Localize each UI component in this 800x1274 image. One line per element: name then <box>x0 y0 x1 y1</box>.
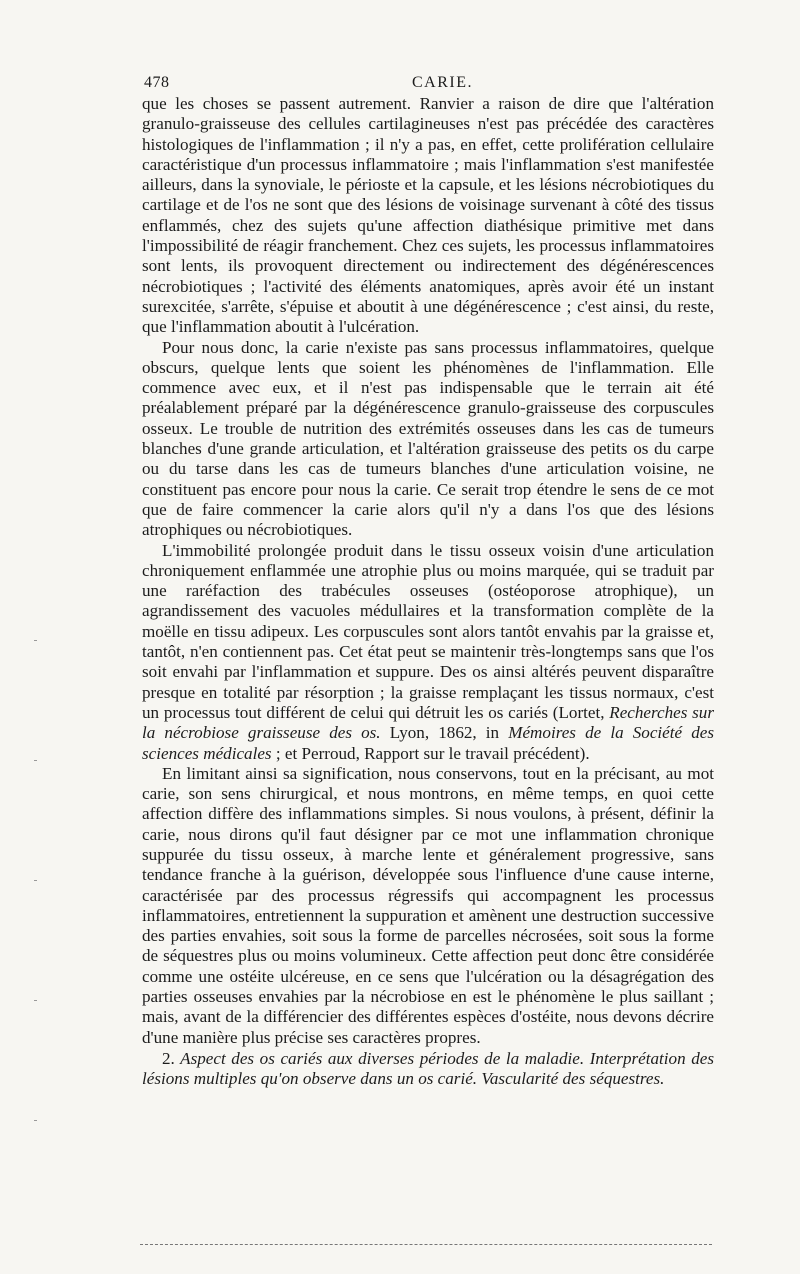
paragraph-text: L'immobilité prolongée produit dans le tissu osseux voisin d'une articulation chroniquement enflammée une atrophie plus ou moins marquée, qui se traduit par une raréfaction des trabécules osseuses (ostéoporose atrophique), un agrandissement des vacuoles médullaires et la transformation complète de la moëlle en tissu adipeux. Les corpuscules sont alors tantôt envahis par la graisse et, tantôt, n'en contiennent pas. Cet état peut se maintenir très-longtemps sans que l'os soit envahi par l'inflammation et suppure. Des os ainsi altérés peuvent disparaître presque en totalité par résorption ; la graisse remplaçant les tissus normaux, c'est un processus tout différent de celui qui détruit les os cariés (Lortet, <box>142 540 714 722</box>
section-title: Aspect des os cariés aux diverses périodes de la maladie. Interprétation des lésions multiples qu'on observe dans un os carié. Vascularité des séquestres. <box>142 1048 715 1089</box>
running-title: CARIE. <box>412 74 473 91</box>
paragraph-definition: Pour nous donc, la carie n'existe pas sans processus inflammatoires, quelque obscurs, quelque lents que soient les phénomènes de l'inflammation. Elle commence avec eux, et il n'est pas indispensable que le terrain ait été préalablement préparé par la dégénérescence granulo-graisseuse des corpuscules osseux. Le trouble de nutrition des extrémités osseuses dans les cas de tumeurs blanches d'une grande articulation, et l'altération graisseuse des petits os du carpe ou du tarse dans les cas de tumeurs blanches d'une articulation voisine, ne constituent pas encore pour nous la carie. Ce serait trop étendre le sens de ce mot que de faire commencer la carie alors qu'il n'y a dans l'os que des lésions atrophiques ou nécrobiotiques. <box>142 337 714 540</box>
page-header <box>142 66 714 94</box>
margin-mark <box>34 1000 37 1001</box>
page-number: 478 <box>144 74 170 91</box>
reference-title: Recherches sur la nécrobiose graisseuse des os. <box>142 702 715 743</box>
margin-mark <box>34 1120 37 1121</box>
reference-journal: Mémoires de la Société des sciences médicales <box>142 723 715 763</box>
paragraph-continuation: que les choses se passent autrement. Ranvier a raison de dire que l'altération granulo-graisseuse des cellules cartilagineuses n'est pas précédée des caractères histologiques de l'inflammation ; il n'y a pas, en effet, cette prolifération cellulaire caractéristique d'un processus inflammatoire ; mais l'inflammation s'est manifestée ailleurs, dans la synoviale, le périoste et la capsule, et les lésions nécrobiotiques du cartilage et de l'os ne sont que des lésions de voisinage survenant à côté des tissus enflammés, chez des sujets qu'une affection diathésique primitive met dans l'impossibilité de réagir franchement. Chez ces sujets, les processus inflammatoires sont lents, ils provoquent directement ou indirectement des dégénérescences nécrobiotiques ; l'activité des éléments anatomiques, après avoir été un instant surexcitée, s'arrête, s'épuise et aboutit à une dégénérescence ; c'est ainsi, du reste, que l'inflammation aboutit à l'ulcération. <box>142 94 714 337</box>
paragraph-immobility <box>142 541 714 764</box>
reference-place: Lyon, 1862, in <box>380 723 509 743</box>
book-page <box>142 66 714 1107</box>
paragraph-signification: En limitant ainsi sa signification, nous conservons, tout en la précisant, au mot carie, son sens chirurgical, et nous montrons, en même temps, en quoi cette affection diffère des inflammations simples. Si nous voulons, à présent, définir la carie, nous dirons qu'il faut désigner par ce mot une inflammation chronique suppurée du tissu osseux, à marche lente et généralement progressive, sans tendance franche à la guérison, développée sous l'influence d'une cause interne, caractérisée par des processus régressifs qui accompagnent les processus inflammatoires, entretiennent la suppuration et amènent une destruction successive des parties envahies, soit sous la forme de parcelles nécrosées, soit sous la forme de séquestres plus ou moins volumineux. Cette affection peut donc être considérée comme une ostéite ulcéreuse, en ce sens que l'ulcération ou la désagrégation des parties osseuses envahies par la nécrobiose en est le phénomène le plus saillant ; mais, avant de la différencier des différentes espèces d'ostéite, nous devons décrire d'une manière plus précise ses caractères propres. <box>142 763 714 1047</box>
margin-mark <box>34 880 37 881</box>
margin-mark <box>34 640 37 641</box>
footer-rule <box>140 1244 712 1245</box>
section-number: 2. <box>162 1048 175 1068</box>
reference-tail: ; et Perroud, Rapport sur le travail précédent). <box>271 743 590 763</box>
section-heading <box>142 1049 714 1090</box>
margin-mark <box>34 760 37 761</box>
